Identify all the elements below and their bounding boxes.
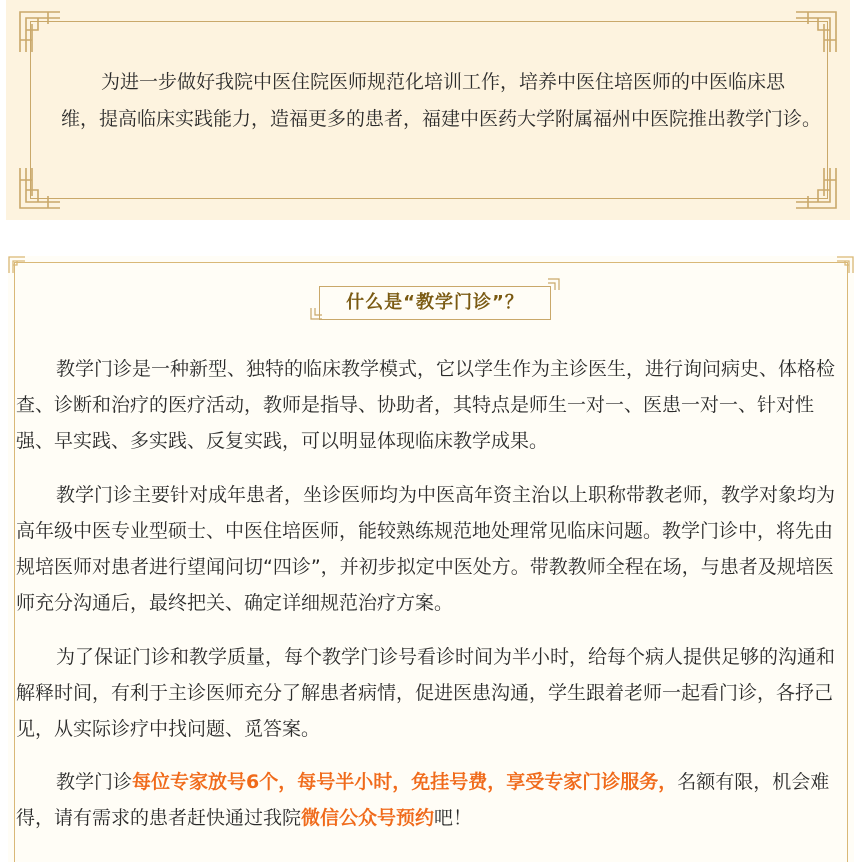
highlight-schedule: 每位专家放号6个，每号半小时，免挂号费，享受专家门诊服务， (132, 771, 678, 793)
text-suffix: 吧！ (434, 807, 473, 829)
paragraph: 教学门诊是一种新型、独特的临床教学模式，它以学生作为主诊医生，进行询问病史、体格检查、诊断和治疗的医疗活动，教师是指导、协助者，其特点是师生一对一、医患一对一、针对性强、早实践、多实践、反复实践，可以明显体现临床教学成果。 (16, 358, 836, 452)
corner-ornament-icon (18, 10, 62, 54)
highlight-wechat-booking: 微信公众号预约 (301, 807, 435, 829)
intro-panel (6, 0, 850, 220)
intro-text: 为进一步做好我院中医住院医师规范化培训工作，培养中医住培医师的中医临床思维，提高临床实践能力，造福更多的患者，福建中医药大学附属福州中医院推出教学门诊。 (61, 71, 822, 130)
paragraph: 教学门诊主要针对成年患者，坐诊医师均为中医高年资主治以上职称带教老师，教学对象均为高年级中医专业型硕士、中医住培医师，能较熟练规范地处理常见临床问题。教学门诊中，将先由规培医师对患者进行望闻问切“四诊”，并初步拟定中医处方。带教教师全程在场，与患者及规培医师充分沟通后，最终把关、确定详细规范治疗方案。 (16, 484, 836, 614)
corner-ornament-icon (794, 166, 838, 210)
section-title: 什么是“教学门诊”？ (346, 292, 524, 313)
corner-ornament-icon (794, 10, 838, 54)
corner-ornament-icon (18, 166, 62, 210)
text-prefix: 教学门诊 (56, 771, 133, 793)
paragraph-last (16, 764, 844, 836)
section-title-box (310, 278, 560, 316)
content-panel (8, 256, 854, 862)
corner-ornament-icon (836, 256, 854, 274)
paragraph: 为了保证门诊和教学质量，每个教学门诊号看诊时间为半小时，给每个病人提供足够的沟通和解释时间，有利于主诊医师充分了解患者病情，促进医患沟通，学生跟着老师一起看门诊，各抒己见，从实际诊疗中找问题、觅答案。 (16, 646, 836, 740)
corner-ornament-icon (8, 256, 26, 274)
text-middle: 名额有限，机会难得，请有需求的患者赶快通过我院 (16, 771, 830, 829)
